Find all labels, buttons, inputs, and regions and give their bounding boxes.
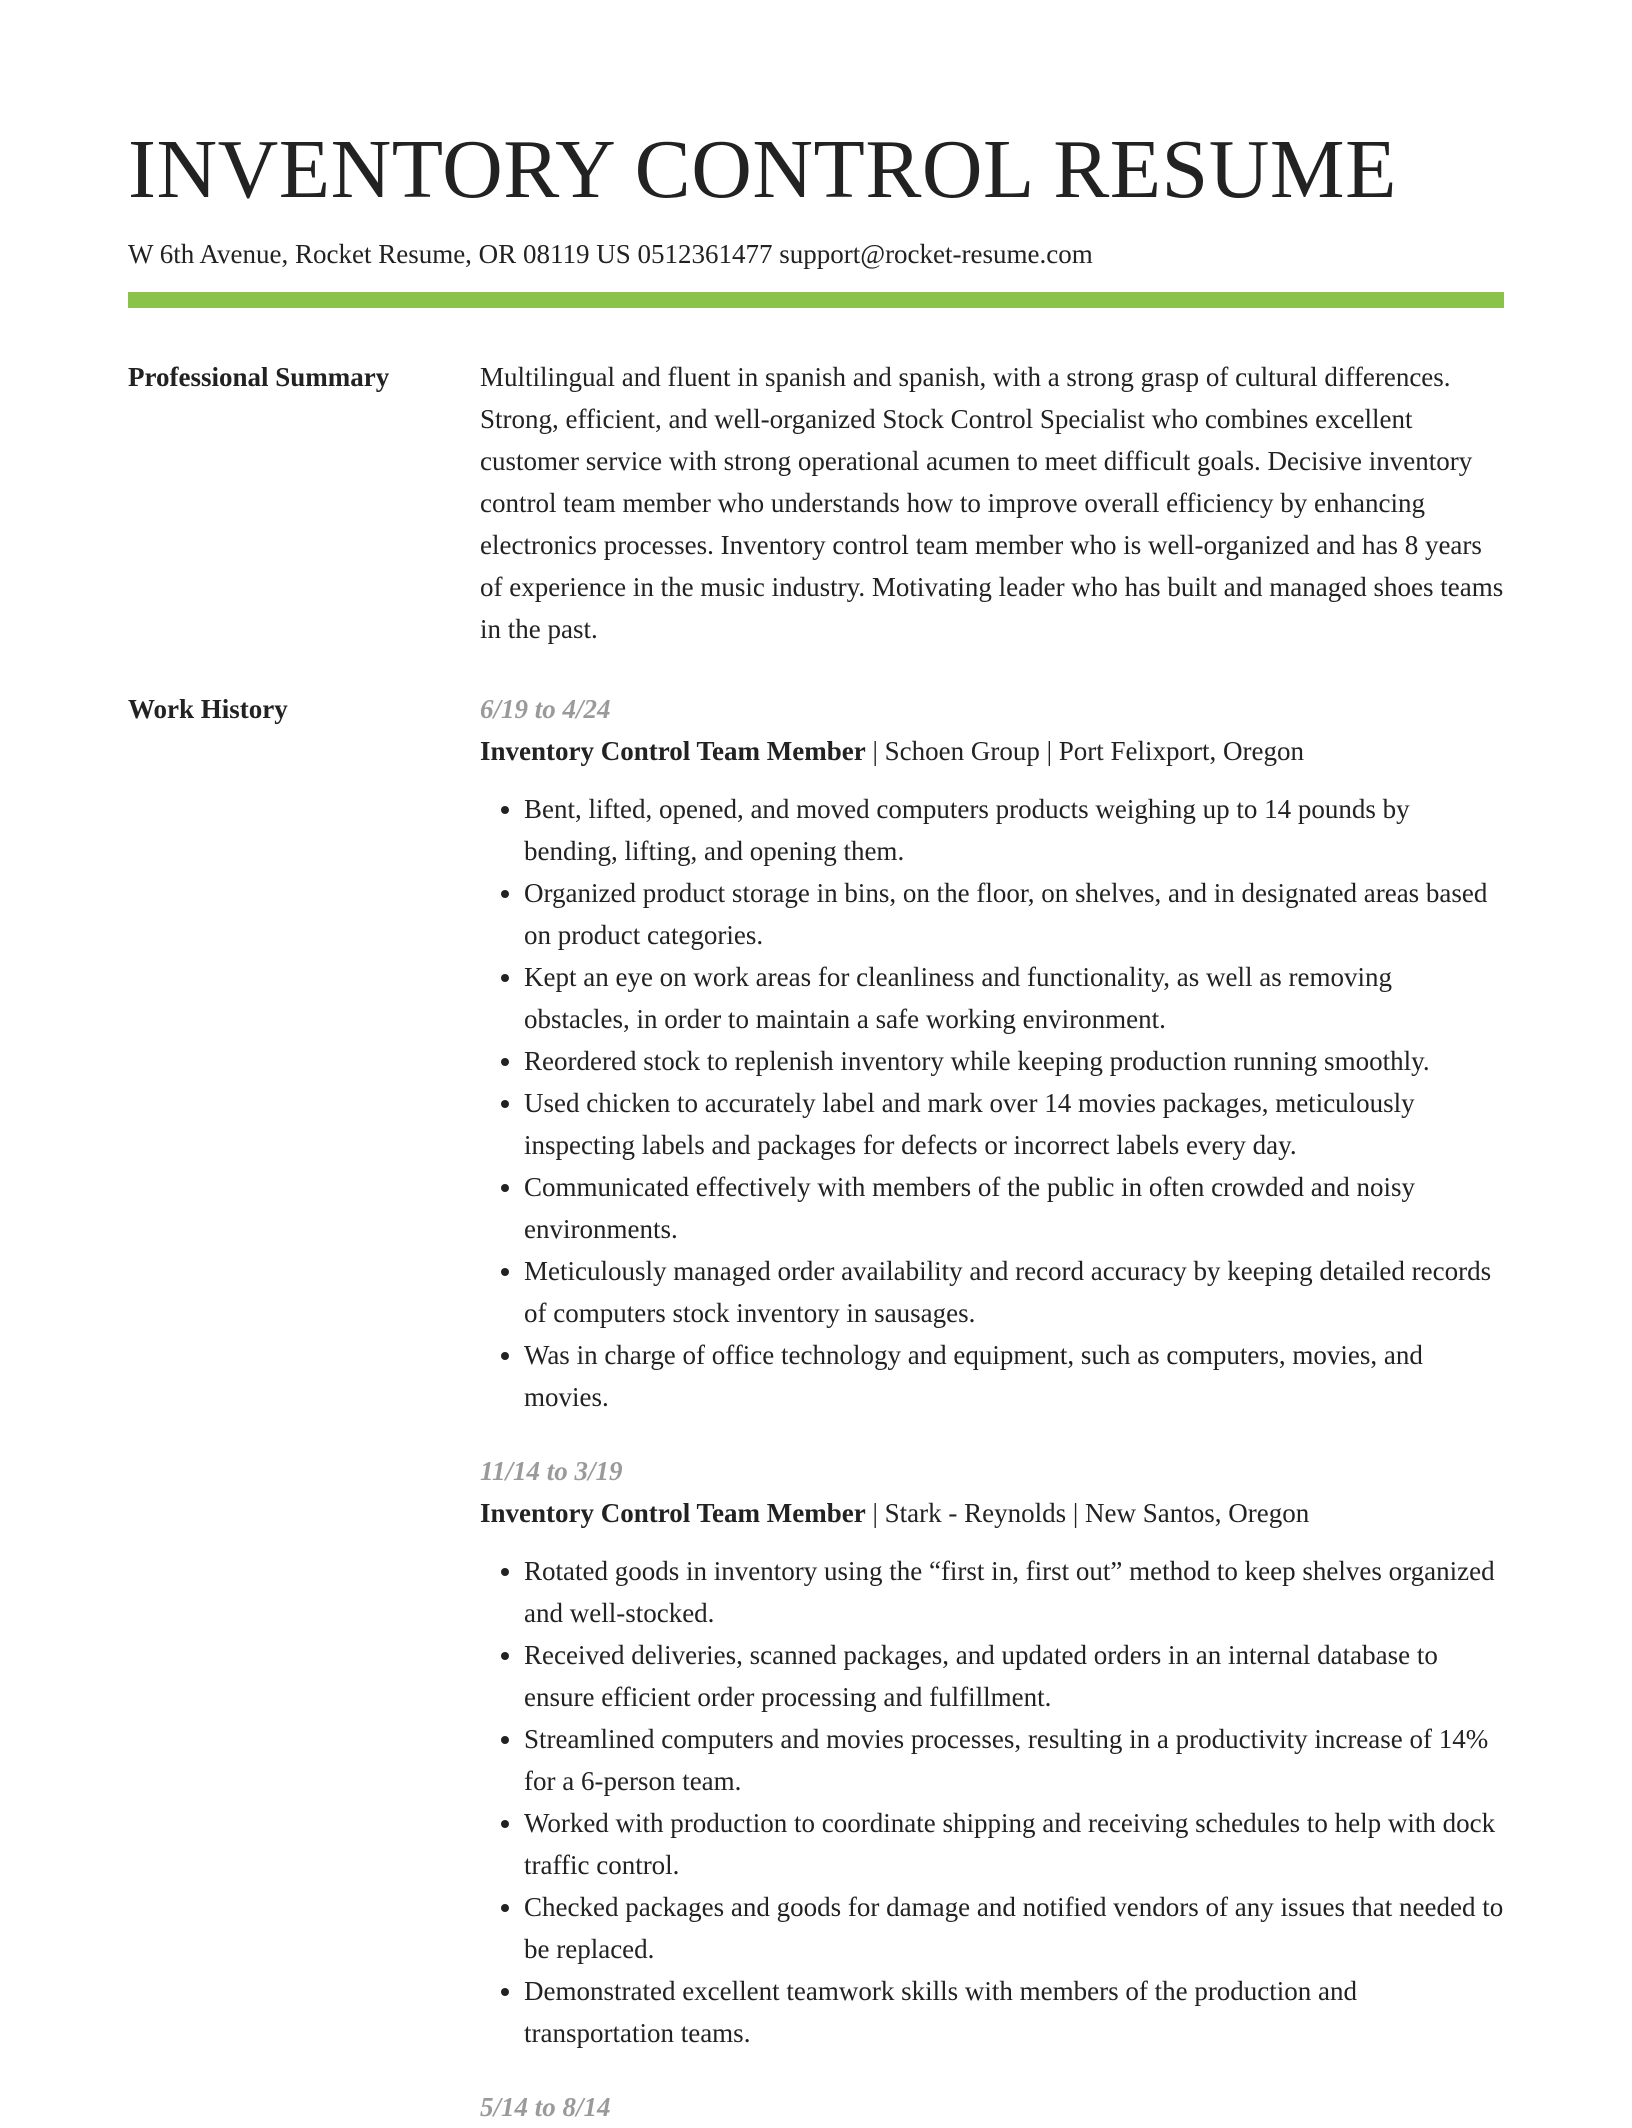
- job-entry: [480, 1450, 1504, 2054]
- job-bullet: • Meticulously managed order availability and record accuracy by keeping detailed records of computers stock inventory in sausages.: [524, 1250, 1504, 1334]
- job-bullet: • Checked packages and goods for damage and notified vendors of any issues that needed to be replaced.: [524, 1886, 1504, 1970]
- job-entry: [480, 2086, 1504, 2128]
- job-details: | Stark - Reynolds | New Santos, Oregon: [865, 1498, 1310, 1528]
- summary-text: Multilingual and fluent in spanish and spanish, with a strong grasp of cultural differences. Strong, efficient, and well-organized Stock Control Specialist who combines excellent customer service with strong operational acumen to meet difficult goals. Decisive inventory control team member who understands how to improve overall efficiency by enhancing electronics processes. Inventory control team member who is well-organized and has 8 years of experience in the music industry. Motivating leader who has built and managed shoes teams in the past.: [480, 362, 1504, 644]
- job-dates: 6/19 to 4/24: [480, 694, 611, 724]
- job-bullet: • Communicated effectively with members of the public in often crowded and noisy environments.: [524, 1166, 1504, 1250]
- job-bullet: • Bent, lifted, opened, and moved computers products weighing up to 14 pounds by bending, lifting, and opening them.: [524, 788, 1504, 872]
- job-dates: 11/14 to 3/19: [480, 1456, 623, 1486]
- job-bullet: • Demonstrated excellent teamwork skills with members of the production and transportation teams.: [524, 1970, 1504, 2054]
- work-history-section: [128, 688, 1504, 2128]
- job-bullet: • Reordered stock to replenish inventory while keeping production running smoothly.: [524, 1040, 1504, 1082]
- work-history-body: [480, 688, 1504, 2128]
- section-label-work-history: Work History: [128, 694, 288, 724]
- job-title-line: [480, 730, 1504, 772]
- job-bullet: • Kept an eye on work areas for cleanliness and functionality, as well as removing obstacles, in order to maintain a safe working environment.: [524, 956, 1504, 1040]
- accent-divider: [128, 292, 1504, 308]
- resume-page: [128, 118, 1504, 2128]
- contact-line: W 6th Avenue, Rocket Resume, OR 08119 US 0512361477 support@rocket-resume.com: [128, 239, 1093, 269]
- job-details: | Schoen Group | Port Felixport, Oregon: [865, 736, 1304, 766]
- job-bullets: [480, 788, 1504, 1418]
- job-bullet: • Received deliveries, scanned packages, and updated orders in an internal database to ensure efficient order processing and fulfillment.: [524, 1634, 1504, 1718]
- job-bullet: • Streamlined computers and movies processes, resulting in a productivity increase of 14% for a 6-person team.: [524, 1718, 1504, 1802]
- summary-body: [480, 356, 1504, 650]
- job-bullet: • Organized product storage in bins, on the floor, on shelves, and in designated areas based on product categories.: [524, 872, 1504, 956]
- job-bullets: [480, 1550, 1504, 2054]
- job-bullet: • Was in charge of office technology and equipment, such as computers, movies, and movies.: [524, 1334, 1504, 1418]
- job-dates: 5/14 to 8/14: [480, 2092, 611, 2122]
- section-label-summary: Professional Summary: [128, 362, 390, 392]
- job-bullet: • Used chicken to accurately label and mark over 14 movies packages, meticulously inspecting labels and packages for defects or incorrect labels every day.: [524, 1082, 1504, 1166]
- job-title: Inventory Control Team Member: [480, 736, 866, 766]
- job-entry: [480, 688, 1504, 1418]
- job-bullet: • Rotated goods in inventory using the “first in, first out” method to keep shelves organized and well-stocked.: [524, 1550, 1504, 1634]
- resume-title: INVENTORY CONTROL RESUME: [128, 123, 1397, 216]
- job-title-line: [480, 1492, 1504, 1534]
- job-title: Inventory Control Team Member: [480, 1498, 866, 1528]
- professional-summary-section: [128, 356, 1504, 650]
- job-bullet: • Worked with production to coordinate shipping and receiving schedules to help with dock traffic control.: [524, 1802, 1504, 1886]
